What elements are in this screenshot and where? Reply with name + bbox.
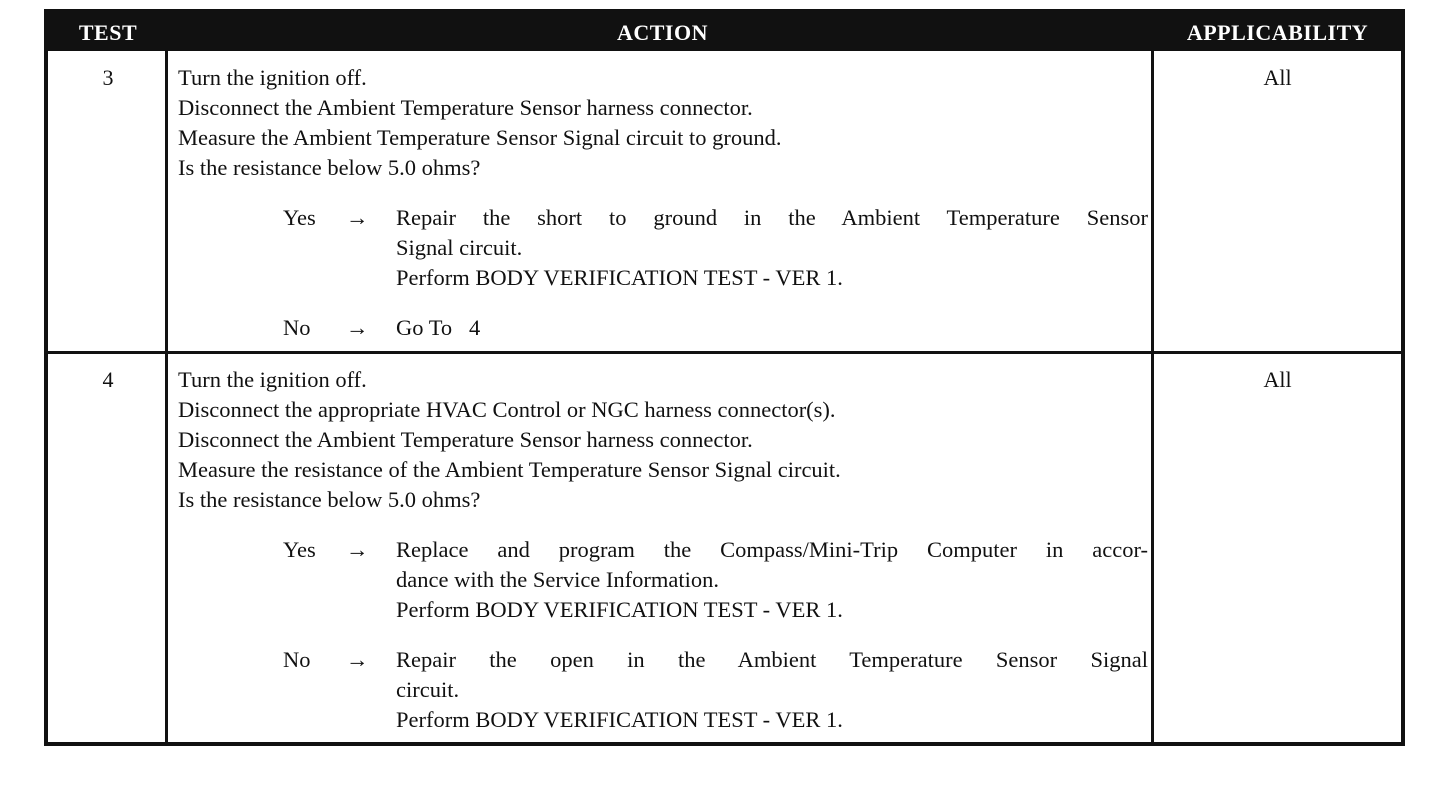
answer-text — [396, 645, 1148, 735]
arrow-right-icon: → — [346, 315, 369, 340]
step-line: Turn the ignition off. — [178, 367, 367, 392]
answer-label: Yes — [283, 537, 316, 562]
row-test-3-steps — [178, 63, 1148, 183]
answer-label: Yes — [283, 205, 316, 230]
step-line: Disconnect the Ambient Temperature Sensor harness connector. — [178, 95, 753, 120]
step-line: Is the resistance below 5.0 ohms? — [178, 155, 481, 180]
header-action: ACTION — [616, 20, 708, 45]
column-divider-action — [1151, 51, 1154, 742]
row-test-4-steps — [178, 365, 1148, 515]
header-applicability: APPLICABILITY — [1186, 20, 1369, 45]
diagnostic-table — [44, 9, 1405, 746]
answer-line: Replace and program the Compass/Mini-Trip Computer in accor- — [396, 537, 1148, 562]
answer-line: Repair the open in the Ambient Temperature Sensor Signal — [396, 647, 1148, 672]
answer-line: Signal circuit. — [396, 235, 523, 260]
row-test-4-applicability: All — [1263, 367, 1292, 392]
column-divider-test — [165, 51, 168, 742]
answer-line: Repair the short to ground in the Ambient Temperature Sensor — [396, 205, 1148, 230]
row-divider — [48, 351, 1401, 354]
arrow-right-icon: → — [346, 205, 369, 230]
row-test-3-number: 3 — [102, 65, 114, 90]
row-test-3-applicability: All — [1263, 65, 1292, 90]
answer-line: circuit. — [396, 677, 460, 702]
arrow-right-icon: → — [346, 647, 369, 672]
header-test: TEST — [78, 20, 138, 45]
table-header — [48, 13, 1401, 51]
answer-label: No — [283, 647, 311, 672]
answer-line: Go To 4 — [396, 315, 481, 340]
answer-line: Perform BODY VERIFICATION TEST - VER 1. — [396, 265, 843, 290]
answer-label: No — [283, 315, 311, 340]
arrow-right-icon: → — [346, 537, 369, 562]
answer-line: dance with the Service Information. — [396, 567, 720, 592]
answer-text — [396, 203, 1148, 293]
answer-line: Perform BODY VERIFICATION TEST - VER 1. — [396, 707, 843, 732]
answer-line: Perform BODY VERIFICATION TEST - VER 1. — [396, 597, 843, 622]
step-line: Disconnect the appropriate HVAC Control or NGC harness connector(s). — [178, 397, 836, 422]
answer-text — [396, 313, 1148, 343]
answer-text — [396, 535, 1148, 625]
step-line: Disconnect the Ambient Temperature Sensor harness connector. — [178, 427, 753, 452]
step-line: Measure the Ambient Temperature Sensor Signal circuit to ground. — [178, 125, 782, 150]
step-line: Turn the ignition off. — [178, 65, 367, 90]
step-line: Measure the resistance of the Ambient Temperature Sensor Signal circuit. — [178, 457, 841, 482]
step-line: Is the resistance below 5.0 ohms? — [178, 487, 481, 512]
row-test-4-number: 4 — [102, 367, 114, 392]
